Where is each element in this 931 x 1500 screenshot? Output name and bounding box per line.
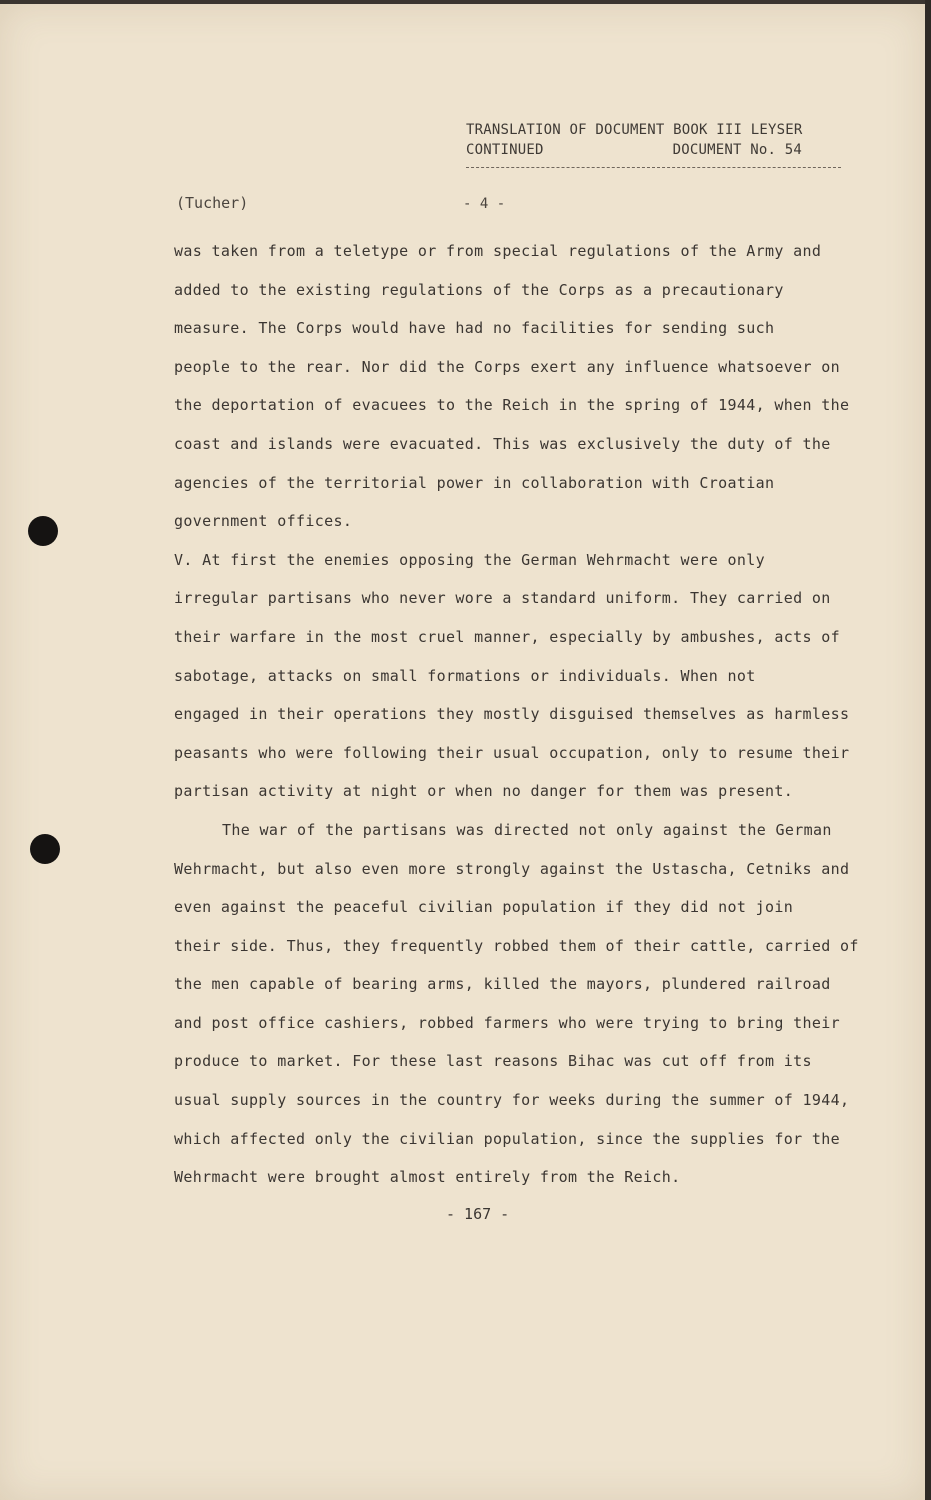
text-line: sabotage, attacks on small formations or individuals. When not: [174, 666, 756, 685]
text-line: government offices.: [174, 512, 353, 531]
text-line: the men capable of bearing arms, killed the mayors, plundered railroad: [174, 975, 831, 994]
text-line: their side. Thus, they frequently robbed them of their cattle, carried of: [174, 936, 859, 955]
text-line: irregular partisans who never wore a standard uniform. They carried on: [174, 589, 831, 608]
text-line: The war of the partisans was directed not only against the German: [222, 820, 832, 839]
text-line: coast and islands were evacuated. This was exclusively the duty of the: [174, 434, 831, 453]
body-text: [174, 232, 874, 1197]
document-header: [466, 120, 846, 160]
scan-edge: [925, 0, 931, 1500]
text-line: produce to market. For these last reasons Bihac was cut off from its: [174, 1052, 812, 1071]
text-line: partisan activity at night or when no danger for them was present.: [174, 782, 794, 801]
text-line: agencies of the territorial power in collaboration with Croatian: [174, 473, 775, 492]
text-line: added to the existing regulations of the Corps as a precautionary: [174, 280, 784, 299]
header-doc-number: DOCUMENT No. 54: [672, 142, 802, 158]
defendant-name: (Tucher): [176, 194, 249, 212]
page-number: - 167 -: [446, 1205, 510, 1223]
punch-hole-lower: [30, 834, 60, 864]
text-line: usual supply sources in the country for weeks during the summer of 1944,: [174, 1091, 850, 1110]
header-continued: CONTINUED: [466, 142, 544, 158]
punch-hole-upper: [28, 516, 58, 546]
text-line: people to the rear. Nor did the Corps exert any influence whatsoever on: [174, 357, 841, 376]
header-title: TRANSLATION OF DOCUMENT BOOK III LEYSER: [466, 122, 803, 138]
text-line: Wehrmacht were brought almost entirely from the Reich.: [174, 1168, 681, 1187]
text-line: engaged in their operations they mostly disguised themselves as harmless: [174, 705, 850, 724]
text-line: their warfare in the most cruel manner, especially by ambushes, acts of: [174, 627, 841, 646]
text-line: which affected only the civilian population, since the supplies for the: [174, 1129, 841, 1148]
header-divider: [466, 167, 841, 168]
text-line: even against the peaceful civilian population if they did not join: [174, 898, 794, 917]
text-line: V. At first the enemies opposing the German Wehrmacht were only: [174, 550, 765, 569]
text-line: was taken from a teletype or from special regulations of the Army and: [174, 242, 822, 260]
text-line: the deportation of evacuees to the Reich in the spring of 1944, when the: [174, 396, 850, 415]
text-line: measure. The Corps would have had no facilities for sending such: [174, 319, 775, 338]
section-page-mark: - 4 -: [463, 196, 506, 212]
text-line: Wehrmacht, but also even more strongly against the Ustascha, Cetniks and: [174, 859, 850, 878]
document-page: [0, 4, 925, 1500]
text-line: and post office cashiers, robbed farmers who were trying to bring their: [174, 1013, 841, 1032]
text-line: peasants who were following their usual occupation, only to resume their: [174, 743, 850, 762]
